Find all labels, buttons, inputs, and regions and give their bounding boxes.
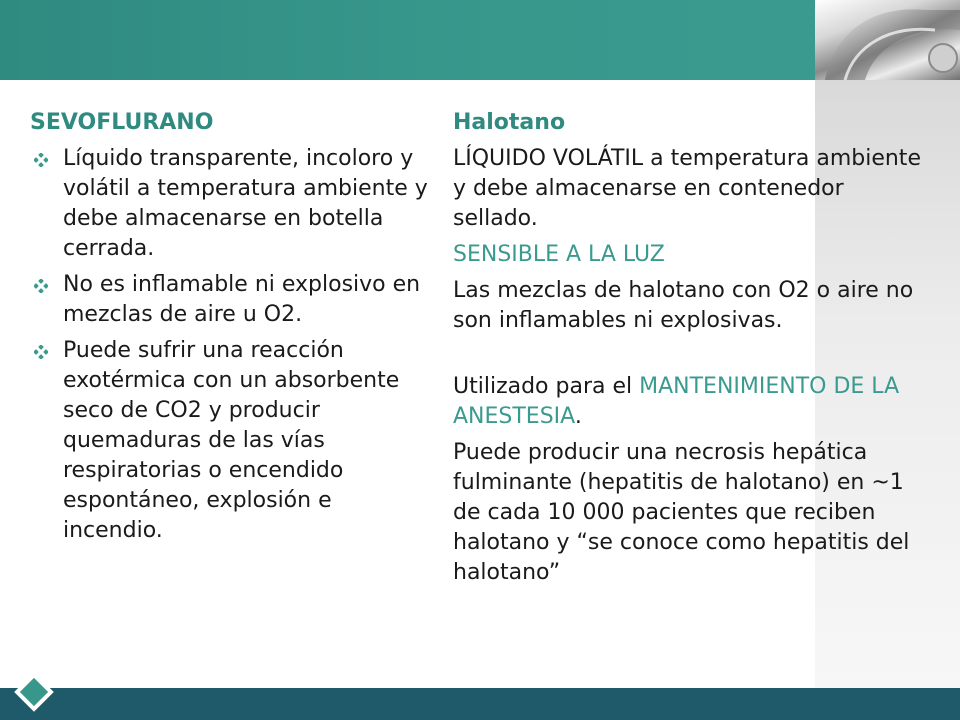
corner-decoration: [815, 0, 960, 80]
bullet-item: [30, 336, 430, 546]
bullet-text: Puede sufrir una reacción exotérmica con un absorbente seco de CO2 y producir quemaduras de las vías respiratorias o encendido espontáneo, explosión e incendio.: [63, 338, 400, 543]
bullet-item: [30, 270, 430, 330]
halotano-column: [453, 108, 923, 594]
four-diamond-bullet-icon: [34, 279, 48, 293]
diamond-logo-icon: [12, 670, 56, 714]
bullet-text: Líquido transparente, incoloro y volátil a temperatura ambiente y debe almacenarse en botella cerrada.: [63, 146, 428, 261]
halotano-paragraph-3: Las mezclas de halotano con O2 o aire no son inflamables ni explosivas.: [453, 278, 914, 333]
halotano-paragraph-1: LÍQUIDO VOLÁTIL a temperatura ambiente y debe almacenarse en contenedor sellado.: [453, 146, 921, 231]
maintenance-accent-text: MANTENIMIENTO DE LA ANESTESIA: [453, 374, 900, 429]
sevoflurano-column: [30, 108, 430, 552]
halotano-light-warning: SENSIBLE A LA LUZ: [453, 242, 665, 267]
paragraph-4-suffix: .: [574, 404, 582, 429]
footer-bar: [0, 688, 960, 720]
halotano-paragraph-4: [453, 372, 923, 432]
halotano-paragraph-5: Puede producir una necrosis hepática fulminante (hepatitis de halotano) en ~1 de cada 10 000 pacientes que reciben halotano y “se conoce como hepatitis del halotano”: [453, 440, 910, 585]
paragraph-4-prefix: Utilizado para el: [453, 374, 640, 399]
bullet-text: No es inflamable ni explosivo en mezclas de aire u O2.: [63, 272, 421, 327]
halotano-title: Halotano: [453, 110, 566, 135]
four-diamond-bullet-icon: [34, 345, 48, 359]
sevoflurano-title: SEVOFLURANO: [30, 110, 214, 135]
spacer: [453, 342, 923, 372]
bullet-item: [30, 144, 430, 264]
metallic-tube-icon: [815, 0, 960, 80]
four-diamond-bullet-icon: [34, 153, 48, 167]
